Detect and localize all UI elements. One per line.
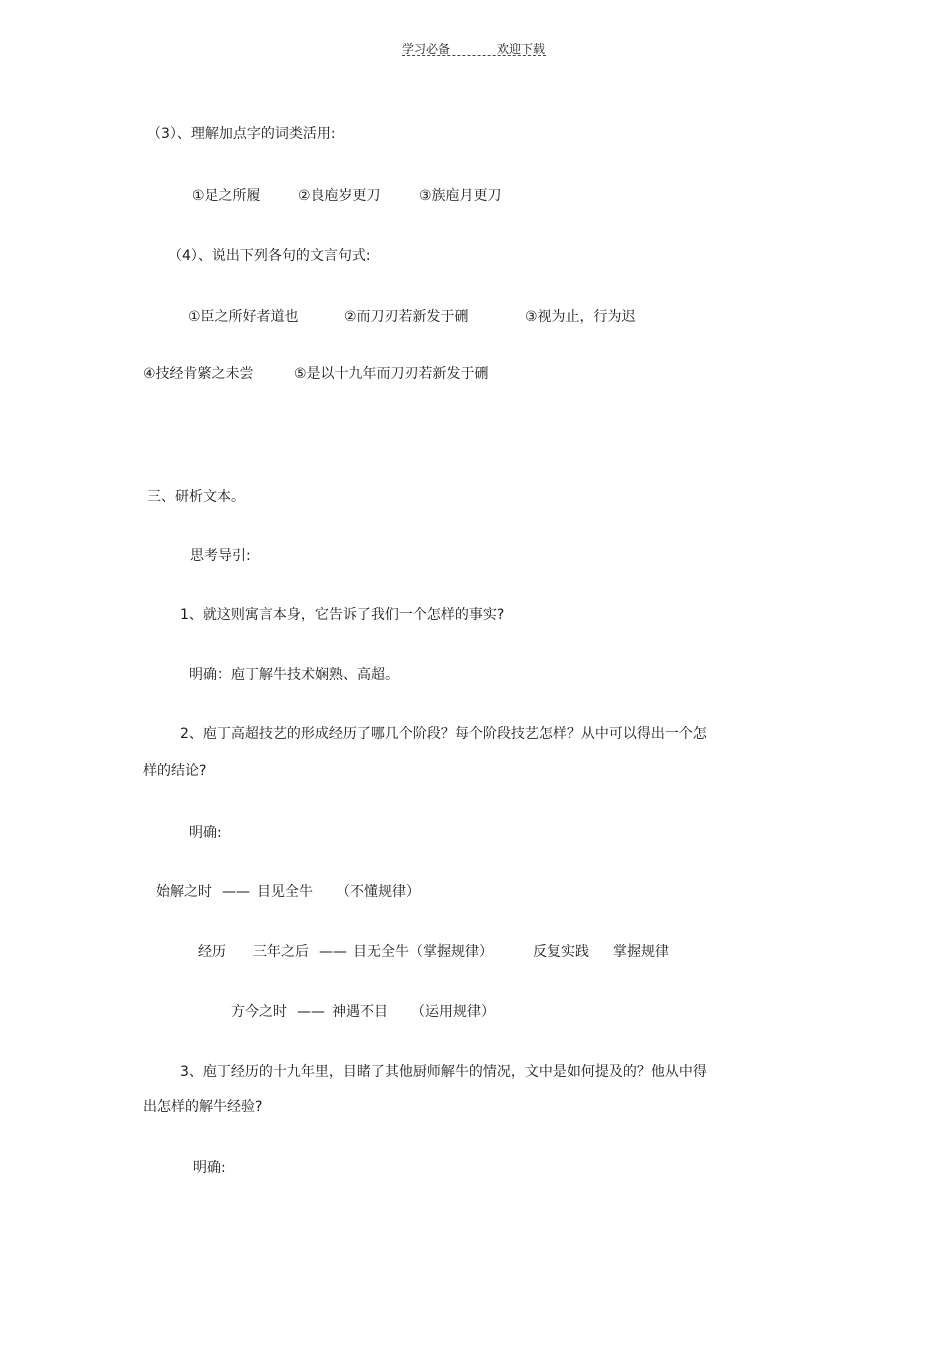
stage-time: 三年之后 bbox=[253, 944, 309, 960]
stage-dash: —— bbox=[319, 944, 347, 960]
question-3-line1: 3、庖丁经历的十九年里，目睹了其他厨师解牛的情况，文中是如何提及的？他从中得 bbox=[180, 1064, 707, 1080]
q3-items bbox=[192, 186, 592, 206]
q3-item: ①足之所履 bbox=[192, 188, 261, 204]
stage-skill: 神遇不目 bbox=[332, 1004, 388, 1020]
stage-time: 始解之时 bbox=[156, 884, 212, 900]
q4-sentence: ①臣之所好者道也 bbox=[188, 309, 299, 325]
header-left-text: 学习必备 bbox=[402, 42, 451, 56]
q4-row2 bbox=[143, 364, 643, 384]
page-header bbox=[400, 40, 548, 58]
q3-item: ②良庖岁更刀 bbox=[298, 188, 381, 204]
header-underline bbox=[402, 55, 546, 56]
stage-row-2 bbox=[198, 942, 698, 962]
question-2-line2: 样的结论? bbox=[143, 763, 207, 779]
q4-sentence: ③视为止，行为迟 bbox=[525, 309, 636, 325]
stage-skill: 目见全牛 bbox=[257, 884, 313, 900]
answer-2-label: 明确: bbox=[189, 825, 222, 841]
stage-label: 经历 bbox=[198, 944, 226, 960]
stage-note: （运用规律） bbox=[411, 1004, 495, 1020]
question-2-line1: 2、庖丁高超技艺的形成经历了哪几个阶段？每个阶段技艺怎样？从中可以得出一个怎 bbox=[180, 726, 707, 742]
stage-note: 反复实践 bbox=[533, 944, 589, 960]
stage-time: 方今之时 bbox=[231, 1004, 287, 1020]
stage-note: 掌握规律 bbox=[613, 944, 669, 960]
question-3-line2: 出怎样的解牛经验? bbox=[143, 1099, 263, 1115]
q3-item: ③族庖月更刀 bbox=[419, 188, 502, 204]
stage-dash: —— bbox=[297, 1004, 325, 1020]
q4-sentence: ②而刀刃若新发于硎 bbox=[344, 309, 469, 325]
answer-1: 明确：庖丁解牛技术娴熟、高超。 bbox=[189, 667, 399, 683]
answer-3-label: 明确: bbox=[193, 1160, 226, 1176]
stage-row-1 bbox=[156, 882, 556, 902]
stage-note: （不懂规律） bbox=[336, 884, 420, 900]
question-1: 1、就这则寓言本身，它告诉了我们一个怎样的事实? bbox=[180, 607, 505, 623]
q3-title: （3）、理解加点字的词类活用: bbox=[147, 126, 336, 142]
q4-title: （4）、说出下列各句的文言句式: bbox=[168, 248, 371, 264]
guide-label: 思考导引: bbox=[190, 548, 251, 564]
stage-skill: 目无全牛（掌握规律） bbox=[353, 944, 493, 960]
q4-sentence: ⑤是以十九年而刀刃若新发于硎 bbox=[294, 366, 489, 382]
q4-sentence: ④技经肯綮之未尝 bbox=[143, 366, 254, 382]
header-right-text: 欢迎下载 bbox=[497, 42, 546, 56]
section-title: 三、研析文本。 bbox=[147, 489, 245, 505]
q4-row1 bbox=[188, 307, 688, 327]
stage-dash: —— bbox=[222, 884, 250, 900]
stage-row-3 bbox=[231, 1002, 631, 1022]
